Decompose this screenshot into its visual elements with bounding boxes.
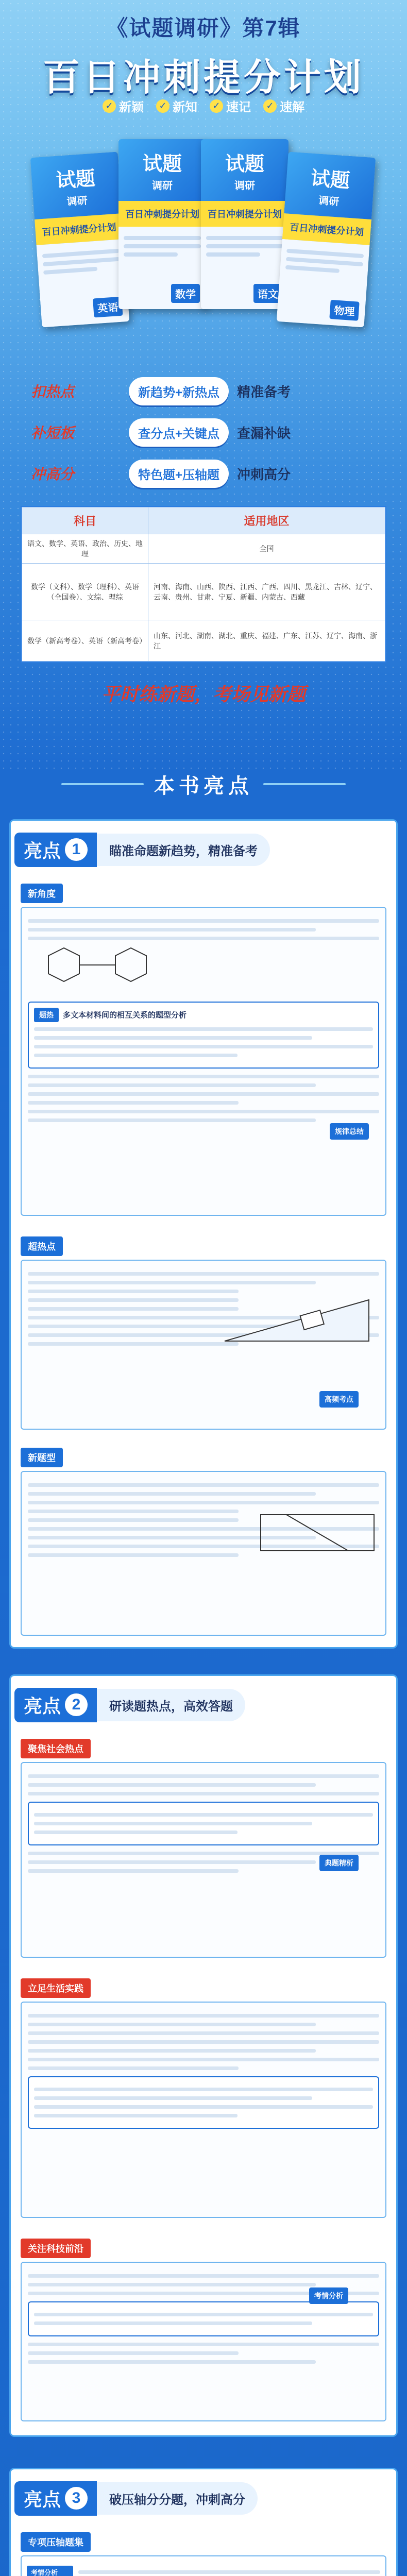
tag-item: ✓ 速记: [210, 97, 251, 115]
highlight-header: 亮点 2 研读题热点，高效答题: [14, 1687, 245, 1722]
sub-label: 立足生活实践: [21, 1978, 91, 1998]
sample-question: [21, 907, 386, 1216]
highlight-header: 亮点 3 破压轴分分题，冲刺高分: [14, 2481, 258, 2516]
book-subject: 英语: [93, 297, 123, 318]
check-icon: ✓: [263, 99, 277, 113]
callout-tag: 典题精析: [319, 1855, 359, 1871]
check-icon: ✓: [156, 99, 169, 113]
book-cover: 试题 调研 百日冲刺提分计划 数学: [118, 139, 206, 309]
sample-question: [21, 1471, 386, 1636]
structure-row: 考情分析: [27, 2566, 380, 2576]
check-icon: ✓: [103, 99, 116, 113]
focus-box: 题热 多文本材料间的相互关系的题型分析: [28, 1002, 379, 1069]
book-cover: 试题 调研 百日冲刺提分计划 物理: [277, 151, 376, 327]
feature-row: 补短板 查分点+关键点 查漏补缺: [31, 417, 376, 447]
sample-question: [21, 2002, 386, 2218]
book-cover: 试题 调研 百日冲刺提分计划 语文: [201, 139, 289, 309]
sample-question: [21, 2262, 386, 2421]
special-topic-structure: [21, 2555, 386, 2576]
callout-tag: 高频考点: [319, 1391, 359, 1408]
callout-tag: 考情分析: [309, 2287, 348, 2304]
tag-item: ✓ 速解: [263, 97, 304, 115]
highlight-header: 亮点 1 瞄准命题新趋势，精准备考: [14, 832, 270, 867]
focus-tag: 题热: [34, 1008, 59, 1022]
table-header: 适用地区: [148, 507, 385, 534]
slogan: 平时练新题，考场见新题: [101, 684, 306, 705]
book-subject: 物理: [329, 300, 359, 321]
sub-label: 专项压轴题集: [21, 2532, 91, 2552]
tag-item: ✓ 新颖: [103, 97, 144, 115]
book-subject: 数学: [171, 284, 200, 303]
sub-label: 新角度: [21, 884, 63, 903]
section-banner: 本书亮点: [0, 768, 407, 801]
tag-item: ✓ 新知: [156, 97, 197, 115]
sub-label: 新题型: [21, 1448, 63, 1467]
sub-label: 关注科技前沿: [21, 2239, 91, 2258]
feature-tags: [0, 97, 407, 115]
circuit-diagram: [256, 1510, 379, 1556]
check-icon: ✓: [210, 99, 223, 113]
feature-row: 冲高分 特色题+压轴题 冲刺高分: [31, 459, 376, 488]
table-row: 数学（新高考卷）、英语（新高考卷） 山东、河北、湖南、湖北、重庆、福建、广东、江苏、辽宁、海南、浙江: [22, 620, 385, 662]
book-cover: 试题 调研 百日冲刺提分计划 英语: [30, 151, 130, 327]
callout-tag: 规律总结: [330, 1123, 369, 1140]
sub-label: 聚焦社会热点: [21, 1739, 91, 1758]
incline-diagram: [214, 1290, 379, 1346]
sub-label: 超热点: [21, 1236, 63, 1256]
table-row: 语文、数学、英语、政治、历史、地理 全国: [22, 534, 385, 564]
series-title: 《试题调研》第7辑: [106, 16, 301, 40]
book-subject: 语文: [253, 284, 282, 303]
table-header: 科目: [22, 507, 148, 534]
book-covers: [36, 124, 371, 361]
subject-region-table: [21, 506, 386, 663]
main-title: 百日冲刺提分计划: [42, 57, 364, 98]
molecule-diagram: [28, 945, 182, 992]
feature-row: 扣热点 新趋势+新热点 精准备考: [31, 376, 376, 406]
table-row: 数学（文科）、数学（理科）、英语（全国卷）、文综、理综 河南、海南、山西、陕西、江西、广西、四川、黑龙江、吉林、辽宁、云南、贵州、甘肃、宁夏、新疆、内蒙古、西藏: [22, 564, 385, 620]
